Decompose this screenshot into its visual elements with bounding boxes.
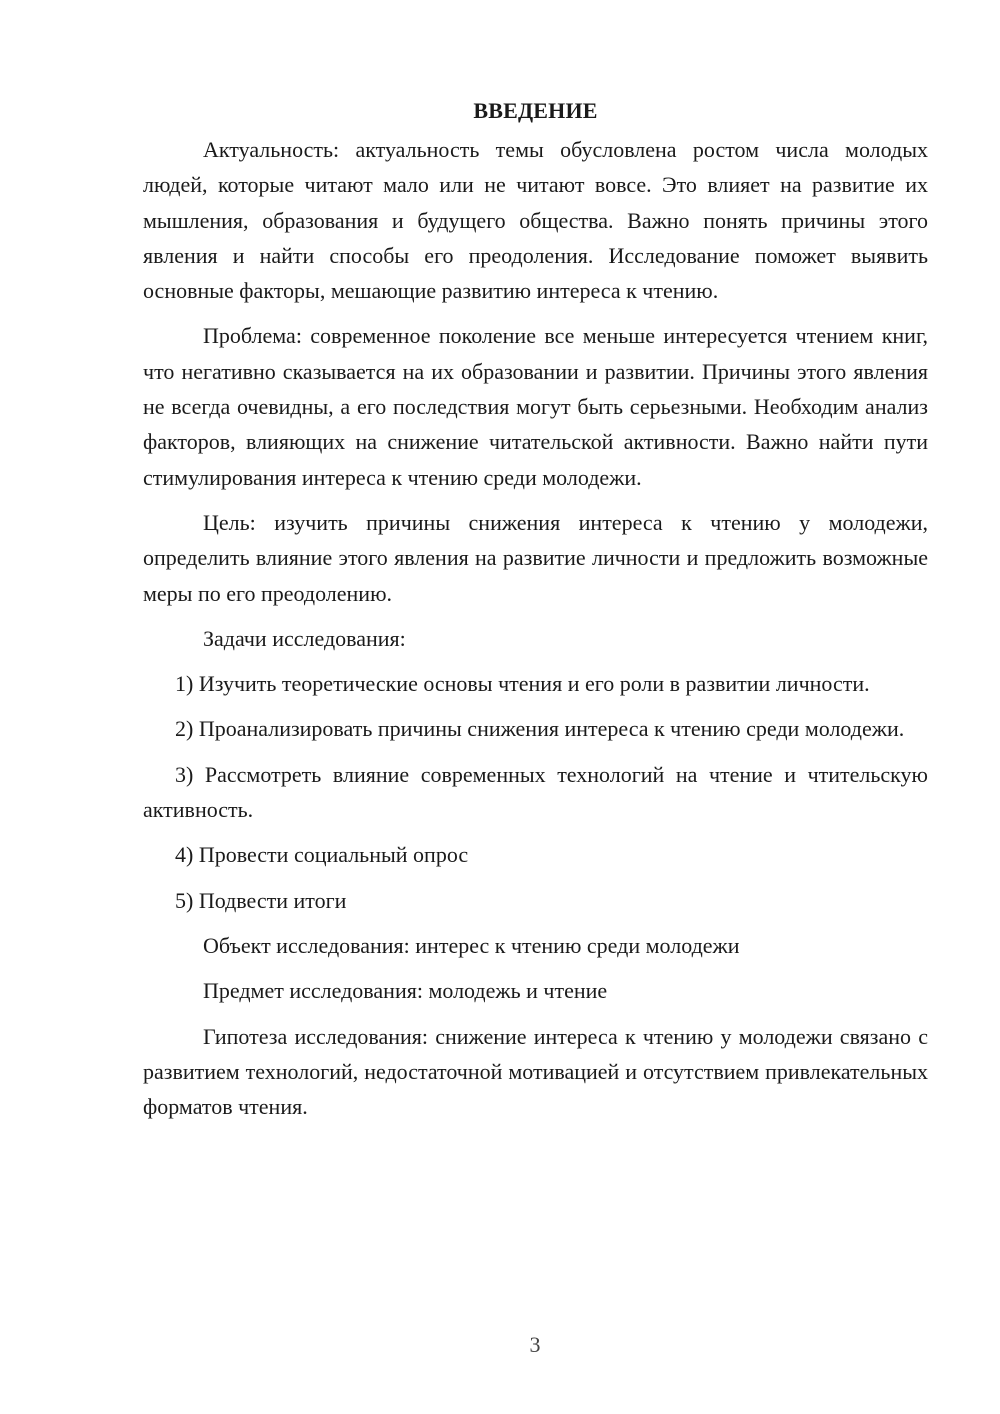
problem-paragraph: Проблема: современное поколение все меньше интересуется чтением книг, что негативно сказывается на их образовании и развитии. Причины этого явления не всегда очевидны, а его последствия могут быть серьезными. Необходим анализ факторов, влияющих на снижение читательской активности. Важно найти пути стимулирования интереса к чтению среди молодежи. — [143, 323, 928, 490]
hypothesis-paragraph: Гипотеза исследования: снижение интереса к чтению у молодежи связано с развитием технологий, недостаточной мотивацией и отсутствием привлекательных форматов чтения. — [143, 1023, 928, 1120]
subject-paragraph: Предмет исследования: молодежь и чтение — [203, 978, 608, 1004]
task-item-2: 2) Проанализировать причины снижения интереса к чтению среди молодежи. — [175, 716, 905, 742]
section-title: ВВЕДЕНИЕ — [473, 98, 598, 123]
task-item-3: 3) Рассмотреть влияние современных технологий на чтение и чтительскую активность. — [143, 761, 928, 823]
object-paragraph: Объект исследования: интерес к чтению среди молодежи — [203, 932, 740, 958]
goal-paragraph: Цель: изучить причины снижения интереса к чтению у молодежи, определить влияние этого явления на развитие личности и предложить возможные меры по его преодолению. — [143, 509, 928, 606]
relevance-paragraph: Актуальность: актуальность темы обусловлена ростом числа молодых людей, которые читают мало или не читают вовсе. Это влияет на развитие их мышления, образования и будущего общества. Важно понять причины этого явления и найти способы его преодоления. Исследование поможет выявить основные факторы, мешающие развитию интереса к чтению. — [143, 137, 928, 304]
page-content — [143, 93, 928, 1124]
task-item-5: 5) Подвести итоги — [175, 887, 347, 913]
tasks-heading: Задачи исследования: — [203, 625, 406, 651]
task-item-4: 4) Провести социальный опрос — [175, 842, 469, 868]
page-number: 3 — [529, 1332, 541, 1357]
task-item-1: 1) Изучить теоретические основы чтения и его роли в развитии личности. — [175, 671, 870, 697]
